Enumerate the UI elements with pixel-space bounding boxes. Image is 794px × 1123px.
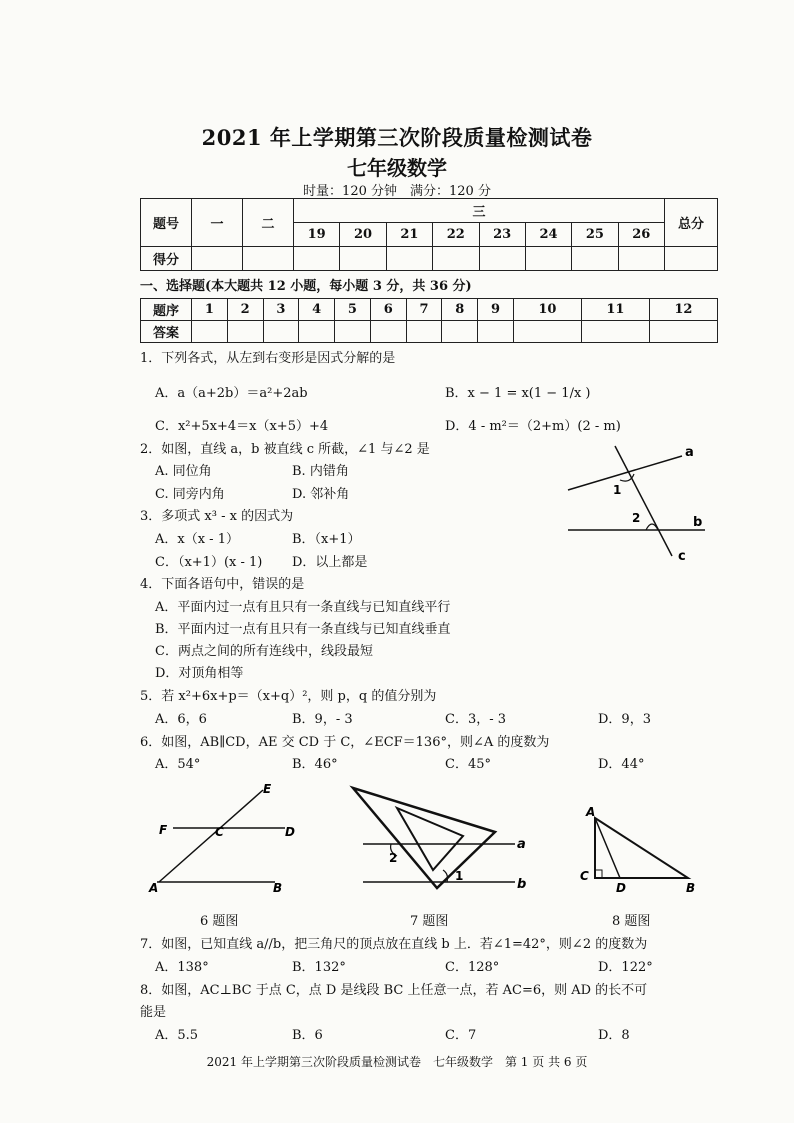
score-cell[interactable]	[572, 247, 618, 271]
answer-num: 2	[227, 299, 263, 321]
question-1-option-a: A．a（a+2b）＝a²+2ab	[155, 386, 308, 401]
answer-table	[140, 298, 718, 343]
question-3-option-a: A．x（x - 1）	[155, 532, 239, 547]
question-7-option-b: B．132°	[292, 960, 346, 975]
question-7-stem: 7．如图，已知直线 a//b，把三角尺的顶点放在直线 b 上．若∠1=42°，则∠2 的度数为	[140, 937, 648, 952]
question-7-option-c: C．128°	[445, 960, 500, 975]
question-6-stem: 6．如图，AB∥CD，AE 交 CD 于 C，∠ECF＝136°，则∠A 的度数为	[140, 735, 550, 750]
question-6-option-b: B．46°	[292, 757, 338, 772]
answer-cell[interactable]	[513, 321, 581, 343]
label-angle1: 1	[613, 483, 622, 497]
score-sub-header: 22	[433, 223, 479, 247]
question-8-option-c: C．7	[445, 1028, 477, 1043]
score-header-total: 总分	[665, 199, 718, 247]
question-5-stem: 5．若 x²+6x+p＝（x+q）²，则 p，q 的值分别为	[140, 689, 437, 704]
score-sub-header: 20	[340, 223, 386, 247]
score-cell[interactable]	[294, 247, 340, 271]
score-header-section2: 二	[243, 199, 294, 247]
score-cell[interactable]	[525, 247, 571, 271]
triangle-outer	[353, 788, 495, 888]
label-a: a	[517, 837, 526, 852]
answer-num: 3	[263, 299, 299, 321]
line-ae	[159, 790, 263, 882]
question-4-option-d: D．对顶角相等	[155, 666, 244, 681]
label-f: F	[159, 823, 168, 837]
answer-cell[interactable]	[227, 321, 263, 343]
answer-cell[interactable]	[299, 321, 335, 343]
answer-header-label: 题序	[141, 299, 192, 321]
question-7-option-d: D．122°	[598, 960, 653, 975]
figure-7	[345, 780, 535, 900]
score-sub-header: 24	[525, 223, 571, 247]
answer-cell[interactable]	[406, 321, 442, 343]
question-4-stem: 4．下面各语句中，错误的是	[140, 577, 305, 592]
answer-num: 7	[406, 299, 442, 321]
score-sub-header: 21	[386, 223, 432, 247]
score-header-tihao: 题号	[141, 199, 192, 247]
answer-cell[interactable]	[192, 321, 228, 343]
question-8-stem: 8．如图，AC⊥BC 于点 C，点 D 是线段 BC 上任意一点，若 AC=6，则 AD 的长不可	[140, 983, 648, 998]
question-5-option-b: B．9，- 3	[292, 712, 353, 727]
label-d: D	[285, 825, 295, 839]
page-footer: 2021 年上学期第三次阶段质量检测试卷 七年级数学 第 1 页 共 6 页	[206, 1055, 588, 1069]
answer-cell[interactable]	[263, 321, 299, 343]
question-2-option-b: B. 内错角	[292, 464, 349, 479]
score-cell[interactable]	[243, 247, 294, 271]
question-3-stem: 3．多项式 x³ - x 的因式为	[140, 509, 294, 524]
question-8-option-b: B．6	[292, 1028, 323, 1043]
label-a: a	[685, 445, 694, 460]
exam-title: 2021 年上学期第三次阶段质量检测试卷	[201, 125, 593, 150]
question-8-option-a: A．5.5	[155, 1028, 199, 1043]
question-4-option-c: C．两点之间的所有连线中，线段最短	[155, 644, 373, 659]
answer-cell[interactable]	[442, 321, 478, 343]
answer-num: 4	[299, 299, 335, 321]
answer-cell[interactable]	[478, 321, 514, 343]
question-6-option-c: C．45°	[445, 757, 491, 772]
line-a	[568, 456, 682, 490]
label-e: E	[263, 782, 272, 796]
label-a: A	[586, 805, 596, 819]
label-b: b	[517, 877, 527, 892]
question-1-stem: 1．下列各式，从左到右变形是因式分解的是	[140, 351, 396, 366]
answer-num: 1	[192, 299, 228, 321]
answer-cell[interactable]	[370, 321, 406, 343]
answer-num: 9	[478, 299, 514, 321]
score-row-label: 得分	[141, 247, 192, 271]
answer-cell[interactable]	[649, 321, 717, 343]
score-header-section3: 三	[294, 199, 665, 223]
score-cell[interactable]	[340, 247, 386, 271]
score-cell[interactable]	[192, 247, 243, 271]
answer-num: 10	[513, 299, 581, 321]
label-angle1: 1	[455, 869, 464, 883]
score-cell[interactable]	[618, 247, 664, 271]
score-sub-header: 25	[572, 223, 618, 247]
question-8-stem-cont: 能是	[140, 1005, 167, 1020]
question-2-option-a: A. 同位角	[155, 464, 212, 479]
figure-7-caption: 7 题图	[410, 914, 449, 929]
question-4-option-b: B．平面内过一点有且只有一条直线与已知直线垂直	[155, 622, 451, 637]
score-table	[140, 198, 718, 271]
figure-8-caption: 8 题图	[612, 914, 651, 929]
score-sub-header: 19	[294, 223, 340, 247]
line-c	[615, 446, 672, 556]
question-5-option-c: C．3，- 3	[445, 712, 507, 727]
label-c: C	[215, 825, 224, 839]
answer-cell[interactable]	[581, 321, 649, 343]
answer-num: 8	[442, 299, 478, 321]
question-1-option-d: D．4 - m²＝（2+m）(2 - m)	[445, 419, 621, 434]
question-3-option-b: B．（x+1）	[292, 532, 361, 547]
label-c: c	[678, 549, 686, 564]
answer-num: 12	[649, 299, 717, 321]
label-b: B	[686, 881, 696, 895]
figure-6	[145, 780, 305, 900]
question-8-option-d: D．8	[598, 1028, 630, 1043]
answer-cell[interactable]	[335, 321, 371, 343]
answer-num: 6	[370, 299, 406, 321]
q2-figure	[560, 438, 710, 568]
question-2-option-d: D. 邻补角	[292, 487, 350, 502]
triangle-inner	[397, 808, 463, 870]
label-angle2: 2	[632, 511, 641, 525]
exam-subtitle: 七年级数学	[347, 156, 447, 180]
section-heading: 一、选择题(本大题共 12 小题，每小题 3 分，共 36 分)	[140, 279, 472, 294]
triangle-acb	[595, 818, 688, 878]
label-a: A	[149, 881, 159, 895]
label-angle2: 2	[389, 851, 398, 865]
answer-num: 5	[335, 299, 371, 321]
question-5-option-d: D．9，3	[598, 712, 651, 727]
question-1-option-b: B．x − 1 = x(1 − 1/x )	[445, 386, 591, 401]
question-3-option-d: D．以上都是	[292, 555, 368, 570]
question-6-option-a: A．54°	[155, 757, 201, 772]
label-b: B	[273, 881, 283, 895]
question-2-option-c: C. 同旁内角	[155, 487, 225, 502]
question-6-option-d: D．44°	[598, 757, 645, 772]
question-1-option-c: C．x²+5x+4＝x（x+5）+4	[155, 419, 329, 434]
answer-num: 11	[581, 299, 649, 321]
question-7-option-a: A．138°	[155, 960, 209, 975]
question-4-option-a: A．平面内过一点有且只有一条直线与已知直线平行	[155, 600, 451, 615]
score-sub-header: 23	[479, 223, 525, 247]
question-3-option-c: C．（x+1）(x - 1)	[155, 555, 263, 570]
answer-row-label: 答案	[141, 321, 192, 343]
score-cell[interactable]	[479, 247, 525, 271]
score-cell[interactable]	[665, 247, 718, 271]
exam-meta: 时量：120 分钟 满分：120 分	[303, 184, 491, 199]
label-d: D	[616, 881, 626, 895]
score-sub-header: 26	[618, 223, 664, 247]
label-c: C	[580, 869, 589, 883]
figure-8	[570, 800, 710, 900]
score-header-section1: 一	[192, 199, 243, 247]
question-5-option-a: A．6，6	[155, 712, 207, 727]
label-b: b	[693, 515, 703, 530]
figure-6-caption: 6 题图	[200, 914, 239, 929]
question-2-stem: 2．如图，直线 a，b 被直线 c 所截，∠1 与∠2 是	[140, 442, 430, 457]
right-angle-mark	[595, 870, 602, 878]
score-cell[interactable]	[433, 247, 479, 271]
score-cell[interactable]	[386, 247, 432, 271]
